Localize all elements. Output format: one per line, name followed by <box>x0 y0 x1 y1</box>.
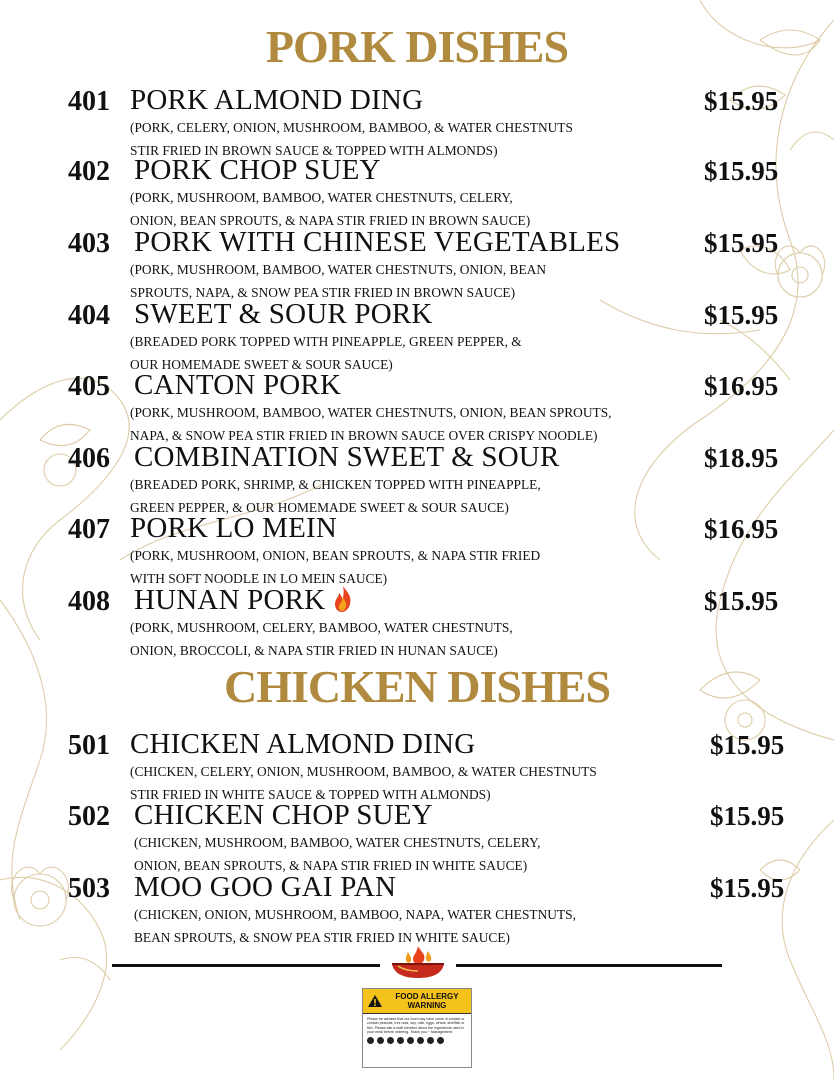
milk-icon <box>397 1037 404 1044</box>
item-number: 408 <box>68 586 110 617</box>
item-number: 404 <box>68 300 110 331</box>
item-description-line-1: (CHICKEN, CELERY, ONION, MUSHROOM, BAMBOO, & WATER CHESTNUTS <box>130 764 597 779</box>
item-description-line-2: ONION, BROCCOLI, & NAPA STIR FRIED IN HUNAN SAUCE) <box>130 643 498 658</box>
item-description-line-2: ONION, BEAN SPROUTS, & NAPA STIR FRIED IN BROWN SAUCE) <box>130 213 531 228</box>
item-price: $15.95 <box>704 586 779 616</box>
item-price: $15.95 <box>704 156 779 186</box>
item-description-line-1: (PORK, CELERY, ONION, MUSHROOM, BAMBOO, & WATER CHESTNUTS <box>130 120 573 135</box>
item-price: $16.95 <box>704 514 779 544</box>
item-description-line-2: SPROUTS, NAPA, & SNOW PEA STIR FRIED IN BROWN SAUCE) <box>130 285 516 300</box>
allergy-title: FOOD ALLERGY WARNING <box>395 992 459 1010</box>
item-description-line-1: (PORK, MUSHROOM, BAMBOO, WATER CHESTNUTS, ONION, BEAN <box>130 262 547 277</box>
item-number: 503 <box>68 873 110 904</box>
item-price: $16.95 <box>704 371 779 401</box>
item-number: 502 <box>68 801 110 832</box>
tree-nut-icon <box>377 1037 384 1044</box>
food-allergy-warning-badge <box>362 988 472 1068</box>
item-description-line-2: STIR FRIED IN WHITE SAUCE & TOPPED WITH ALMONDS) <box>130 787 491 802</box>
item-name: CANTON PORK <box>134 369 342 401</box>
divider-right <box>456 964 722 967</box>
item-price: $15.95 <box>710 730 785 760</box>
item-name: PORK LO MEIN <box>130 512 338 544</box>
soy-icon <box>387 1037 394 1044</box>
wheat-icon <box>417 1037 424 1044</box>
fish-icon <box>437 1037 444 1044</box>
item-description-line-2: BEAN SPROUTS, & SNOW PEA STIR FRIED IN WHITE SAUCE) <box>134 930 510 945</box>
item-name-text: HUNAN PORK <box>134 584 326 616</box>
wok-flame-icon <box>388 944 448 980</box>
pork-dishes-heading: PORK DISHES <box>265 21 569 72</box>
item-description-line-1: (PORK, MUSHROOM, BAMBOO, WATER CHESTNUTS, CELERY, <box>130 190 513 205</box>
item-price: $15.95 <box>710 801 785 831</box>
item-description-line-2: ONION, BEAN SPROUTS, & NAPA STIR FRIED IN WHITE SAUCE) <box>134 858 528 873</box>
item-name: MOO GOO GAI PAN <box>134 871 397 903</box>
divider-left <box>112 964 380 967</box>
item-name: CHICKEN CHOP SUEY <box>134 799 433 831</box>
item-description-line-2: STIR FRIED IN BROWN SAUCE & TOPPED WITH ALMONDS) <box>130 143 498 158</box>
egg-icon <box>407 1037 414 1044</box>
item-number: 407 <box>68 514 110 545</box>
allergen-icons-row <box>363 1035 471 1046</box>
item-name <box>134 584 353 617</box>
item-number: 405 <box>68 371 110 402</box>
item-name: CHICKEN ALMOND DING <box>130 728 476 760</box>
item-description-line-2: OUR HOMEMADE SWEET & SOUR SAUCE) <box>130 357 393 372</box>
item-description-line-1: (CHICKEN, MUSHROOM, BAMBOO, WATER CHESTNUTS, CELERY, <box>134 835 541 850</box>
item-number: 403 <box>68 228 110 259</box>
item-description-line-1: (PORK, MUSHROOM, ONION, BEAN SPROUTS, & NAPA STIR FRIED <box>130 548 541 563</box>
allergy-notice-text: Please be advised that our food may have come in contact or contain peanuts, tree nuts, soy, milk, eggs, wheat, shellfish or fish. Please ask a staff member about the ingredients used in your meal before ordering. Thank you ~ Management. <box>367 1017 465 1035</box>
shellfish-icon <box>427 1037 434 1044</box>
item-name: PORK ALMOND DING <box>130 84 424 116</box>
item-price: $18.95 <box>704 443 779 473</box>
item-description-line-1: (CHICKEN, ONION, MUSHROOM, BAMBOO, NAPA, WATER CHESTNUTS, <box>134 907 576 922</box>
item-name: SWEET & SOUR PORK <box>134 298 433 330</box>
item-price: $15.95 <box>710 873 785 903</box>
item-description-line-2: GREEN PEPPER, & OUR HOMEMADE SWEET & SOUR SAUCE) <box>130 500 509 515</box>
warning-triangle-icon <box>367 994 383 1008</box>
item-name: PORK WITH CHINESE VEGETABLES <box>134 226 621 258</box>
item-description <box>130 616 730 662</box>
item-description-line-1: (PORK, MUSHROOM, BAMBOO, WATER CHESTNUTS, ONION, BEAN SPROUTS, <box>130 405 612 420</box>
item-description-line-2: NAPA, & SNOW PEA STIR FRIED IN BROWN SAUCE OVER CRISPY NOODLE) <box>130 428 598 443</box>
peanut-icon <box>367 1037 374 1044</box>
item-number: 402 <box>68 156 110 187</box>
allergy-header <box>363 989 471 1014</box>
item-description-line-1: (PORK, MUSHROOM, CELERY, BAMBOO, WATER CHESTNUTS, <box>130 620 513 635</box>
item-price: $15.95 <box>704 228 779 258</box>
item-number: 501 <box>68 730 110 761</box>
item-number: 401 <box>68 86 110 117</box>
item-name: COMBINATION SWEET & SOUR <box>134 441 560 473</box>
item-number: 406 <box>68 443 110 474</box>
item-price: $15.95 <box>704 300 779 330</box>
item-description <box>134 903 734 949</box>
item-name: PORK CHOP SUEY <box>134 154 381 186</box>
flame-icon <box>333 585 353 613</box>
item-description-line-2: WITH SOFT NOODLE IN LO MEIN SAUCE) <box>130 571 388 586</box>
item-price: $15.95 <box>704 86 779 116</box>
chicken-dishes-heading: CHICKEN DISHES <box>223 661 611 712</box>
item-description-line-1: (BREADED PORK, SHRIMP, & CHICKEN TOPPED WITH PINEAPPLE, <box>130 477 541 492</box>
item-description-line-1: (BREADED PORK TOPPED WITH PINEAPPLE, GREEN PEPPER, & <box>130 334 522 349</box>
